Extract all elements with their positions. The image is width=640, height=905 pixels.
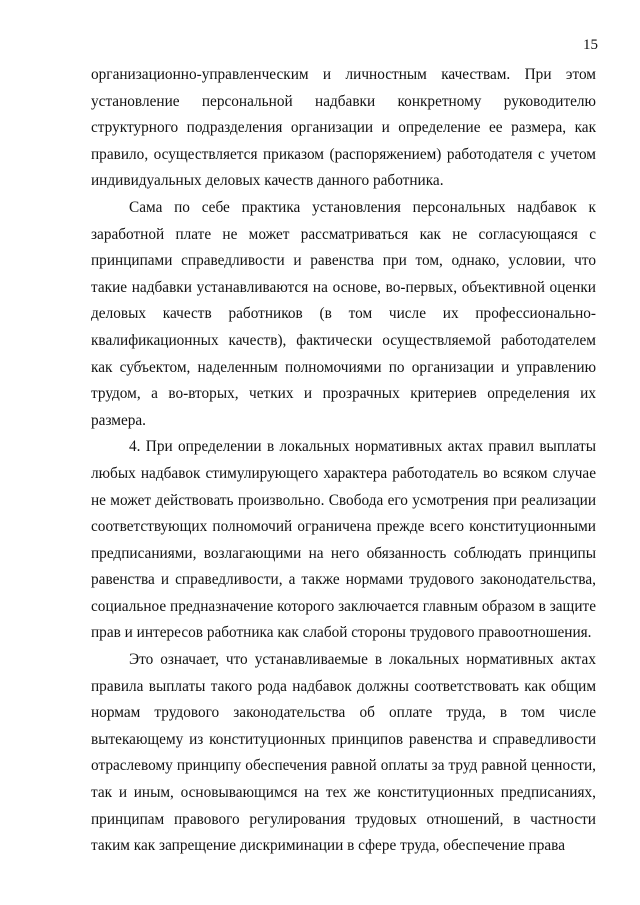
paragraph-3: 4. При определении в локальных нормативных актах правил выплаты любых надбавок стимулирующего характера работодатель во всяком случае не может действовать произвольно. Свобода его усмотрения при реализации соответствующих полномочий ограничена прежде всего конституционными предписаниями, возлагающими на него обязанность соблюдать принципы равенства и справедливости, а также нормами трудового законодательства, социальное предназначение которого заключается главным образом в защите прав и интересов работника как слабой стороны трудового правоотношения.	[91, 438, 596, 642]
page-number: 15	[583, 37, 598, 53]
paragraph-1: организационно-управленческим и личностным качествам. При этом установление персональной надбавки конкретному руководителю структурного подразделения организации и определение ее размера, как правило, осуществляется приказом (распоряжением) работодателя с учетом индивидуальных деловых качеств данного работника.	[91, 66, 596, 190]
paragraph-4: Это означает, что устанавливаемые в локальных нормативных актах правила выплаты такого рода надбавок должны соответствовать как общим нормам трудового законодательства об оплате труда, в том числе вытекающему из конституционных принципов равенства и справедливости отраслевому принципу обеспечения равной оплаты за труд равной ценности, так и иным, основывающимся на тех же конституционных предписаниях, принципам правового регулирования трудовых отношений, в частности таким как запрещение дискриминации в сфере труда, обеспечение права	[91, 651, 596, 855]
document-body	[91, 62, 596, 860]
paragraph-2: Сама по себе практика установления персональных надбавок к заработной плате не может рассматриваться как не согласующаяся с принципами справедливости и равенства при том, однако, условии, что такие надбавки устанавливаются на основе, во-первых, объективной оценки деловых качеств работников (в том числе их профессионально-квалификационных качеств), фактически осуществляемой работодателем как субъектом, наделенным полномочиями по организации и управлению трудом, а во-вторых, четких и прозрачных критериев определения их размера.	[91, 198, 596, 429]
